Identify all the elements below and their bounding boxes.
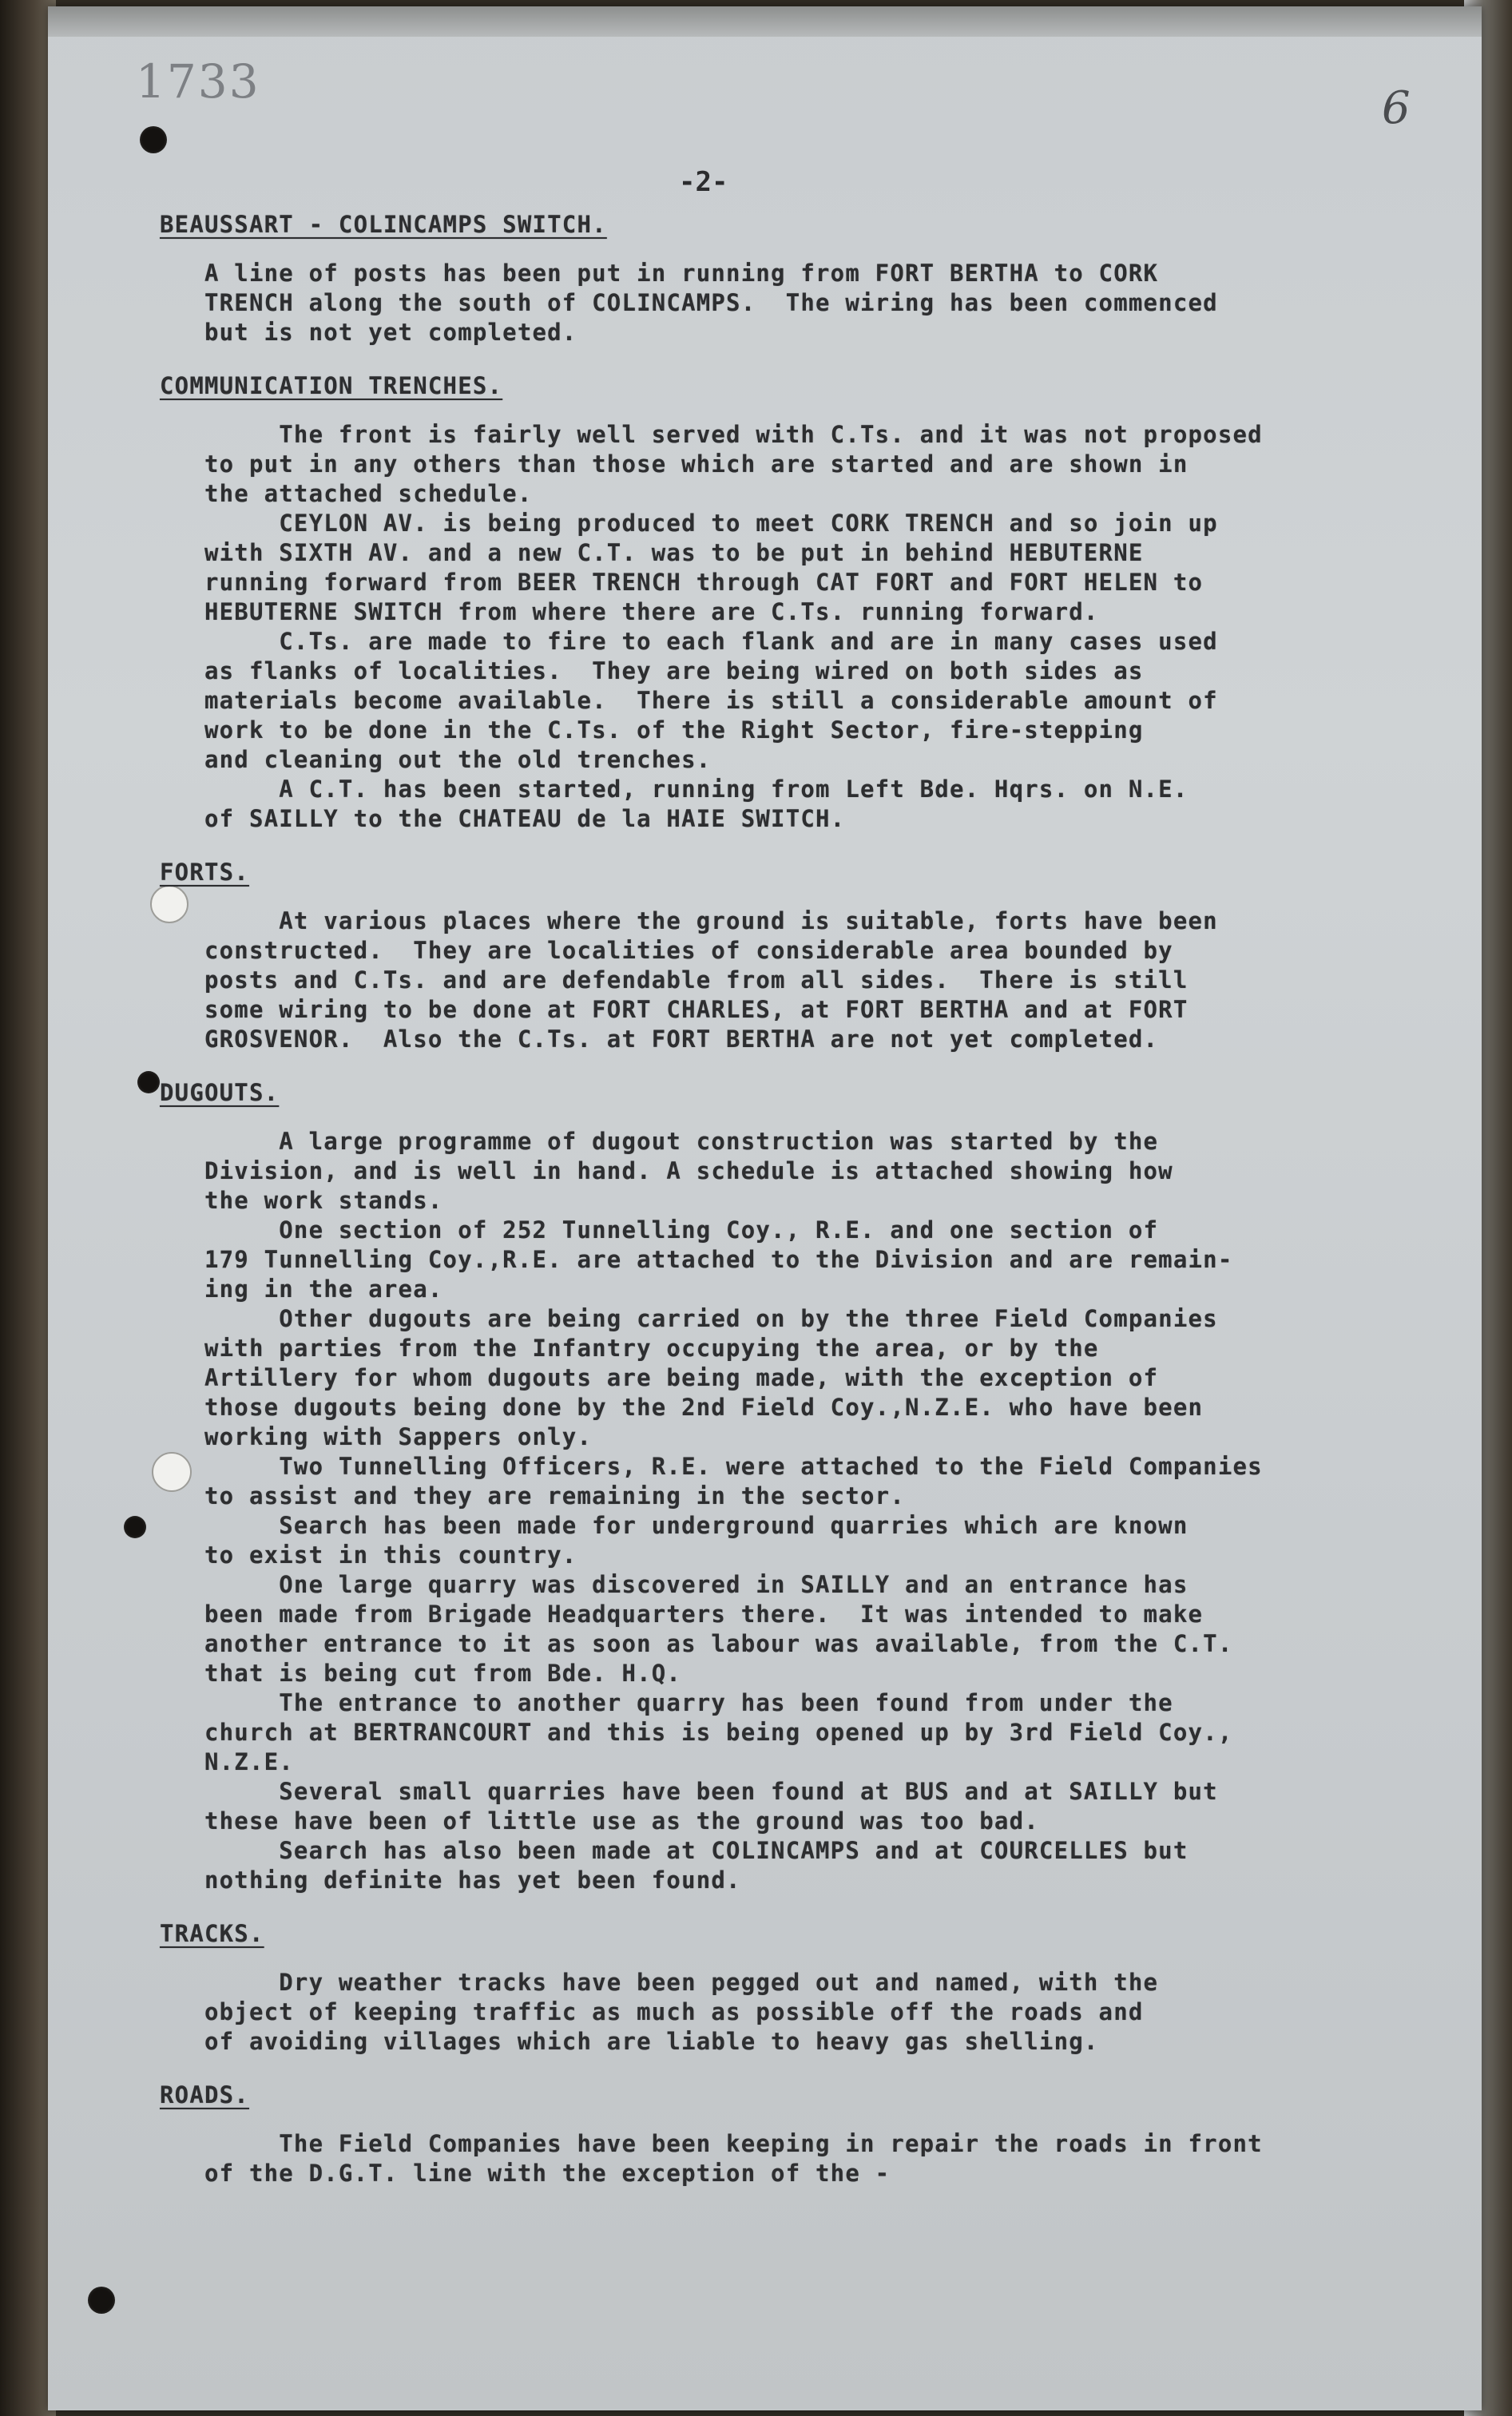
text-line: posts and C.Ts. and are defendable from all sides. There is still [160, 966, 1189, 994]
page-number: -2- [679, 166, 728, 198]
spacer [160, 1054, 1502, 1078]
text-line: A C.T. has been started, running from Left Bde. Hqrs. on N.E. [160, 776, 1189, 803]
text-line: working with Sappers only. [160, 1423, 593, 1450]
section-heading: ROADS. [160, 2081, 249, 2109]
spacer [160, 401, 1502, 420]
text-line: Two Tunnelling Officers, R.E. were attached to the Field Companies [160, 1453, 1263, 1480]
text-line: but is not yet completed. [160, 319, 577, 346]
text-line: running forward from BEER TRENCH through CAT FORT and FORT HELEN to [160, 569, 1204, 596]
punch-hole [124, 1516, 146, 1538]
text-line: At various places where the ground is suitable, forts have been [160, 907, 1218, 934]
spacer [160, 240, 1502, 259]
text-line: of SAILLY to the CHATEAU de la HAIE SWITCH. [160, 805, 846, 832]
document-sheet [48, 6, 1482, 2410]
text-line: those dugouts being done by the 2nd Field Coy.,N.Z.E. who have been [160, 1394, 1204, 1421]
spacer [160, 2188, 1502, 2212]
section-heading: DUGOUTS. [160, 1079, 280, 1106]
text-line: C.Ts. are made to fire to each flank and are in many cases used [160, 628, 1218, 655]
text-line: TRENCH along the south of COLINCAMPS. The wiring has been commenced [160, 289, 1218, 316]
section-heading: COMMUNICATION TRENCHES. [160, 372, 503, 399]
text-line: of the D.G.T. line with the exception of the - [160, 2160, 891, 2187]
text-line: Division, and is well in hand. A schedule is attached showing how [160, 1157, 1173, 1184]
sheet-top-edge [48, 6, 1482, 37]
text-line: as flanks of localities. They are being wired on both sides as [160, 657, 1144, 684]
text-line: with SIXTH AV. and a new C.T. was to be put in behind HEBUTERNE [160, 539, 1144, 566]
text-line: to assist and they are remaining in the sector. [160, 1482, 905, 1510]
text-line: materials become available. There is still a considerable amount of [160, 687, 1218, 714]
text-line: Several small quarries have been found at BUS and at SAILLY but [160, 1778, 1218, 1805]
text-line: One large quarry was discovered in SAILLY and an entrance has [160, 1571, 1189, 1598]
text-line: ing in the area. [160, 1275, 443, 1303]
section-heading: FORTS. [160, 859, 249, 886]
text-line: Other dugouts are being carried on by the three Field Companies [160, 1305, 1218, 1332]
text-line: HEBUTERNE SWITCH from where there are C.Ts. running forward. [160, 598, 1099, 625]
punch-hole [140, 126, 167, 153]
spacer [160, 2057, 1502, 2081]
spacer [160, 1895, 1502, 1919]
text-line: the attached schedule. [160, 480, 533, 507]
text-line: to exist in this country. [160, 1541, 577, 1569]
text-line: with parties from the Infantry occupying the area, or by the [160, 1335, 1099, 1362]
spacer [160, 347, 1502, 371]
text-line: GROSVENOR. Also the C.Ts. at FORT BERTHA are not yet completed. [160, 1026, 1159, 1053]
text-line: The Field Companies have been keeping in repair the roads in front [160, 2130, 1263, 2157]
spacer [160, 1949, 1502, 1968]
text-line: the work stands. [160, 1187, 443, 1214]
section-heading: TRACKS. [160, 1920, 264, 1947]
text-line: these have been of little use as the ground was too bad. [160, 1807, 1039, 1835]
text-line: N.Z.E. [160, 1748, 294, 1775]
text-line: Artillery for whom dugouts are being made, with the exception of [160, 1364, 1159, 1391]
text-line: another entrance to it as soon as labour was available, from the C.T. [160, 1630, 1233, 1657]
text-line: to put in any others than those which are started and are shown in [160, 450, 1189, 478]
text-line: of avoiding villages which are liable to heavy gas shelling. [160, 2028, 1099, 2055]
text-line: Search has been made for underground quarries which are known [160, 1512, 1189, 1539]
document-body [160, 210, 1502, 2212]
text-line: work to be done in the C.Ts. of the Right Sector, fire-stepping [160, 716, 1144, 744]
text-line: A line of posts has been put in running from FORT BERTHA to CORK [160, 260, 1159, 287]
text-line: object of keeping traffic as much as possible off the roads and [160, 1998, 1144, 2025]
spacer [160, 887, 1502, 906]
text-line: church at BERTRANCOURT and this is being opened up by 3rd Field Coy., [160, 1719, 1233, 1746]
text-line: nothing definite has yet been found. [160, 1867, 741, 1894]
punch-hole [137, 1071, 160, 1093]
text-line: One section of 252 Tunnelling Coy., R.E. and one section of [160, 1216, 1159, 1244]
text-line: A large programme of dugout construction was started by the [160, 1128, 1159, 1155]
text-line: some wiring to be done at FORT CHARLES, at FORT BERTHA and at FORT [160, 996, 1189, 1023]
text-line: 179 Tunnelling Coy.,R.E. are attached to the Division and are remain- [160, 1246, 1233, 1273]
spacer [160, 2110, 1502, 2129]
text-line: Search has also been made at COLINCAMPS and at COURCELLES but [160, 1837, 1189, 1864]
punch-hole [88, 2287, 115, 2314]
text-line: and cleaning out the old trenches. [160, 746, 712, 773]
text-line: constructed. They are localities of considerable area bounded by [160, 937, 1173, 964]
folio-number: 6 [1382, 82, 1411, 134]
text-line: CEYLON AV. is being produced to meet CORK TRENCH and so join up [160, 510, 1218, 537]
reference-number: 1733 [136, 54, 260, 109]
text-line: that is being cut from Bde. H.Q. [160, 1660, 682, 1687]
text-line: been made from Brigade Headquarters there. It was intended to make [160, 1601, 1204, 1628]
text-line: The front is fairly well served with C.Ts. and it was not proposed [160, 421, 1263, 448]
section-heading: BEAUSSART - COLINCAMPS SWITCH. [160, 211, 607, 238]
spacer [160, 834, 1502, 858]
text-line: The entrance to another quarry has been found from under the [160, 1689, 1173, 1716]
text-line: Dry weather tracks have been pegged out and named, with the [160, 1969, 1159, 1996]
spacer [160, 1108, 1502, 1127]
